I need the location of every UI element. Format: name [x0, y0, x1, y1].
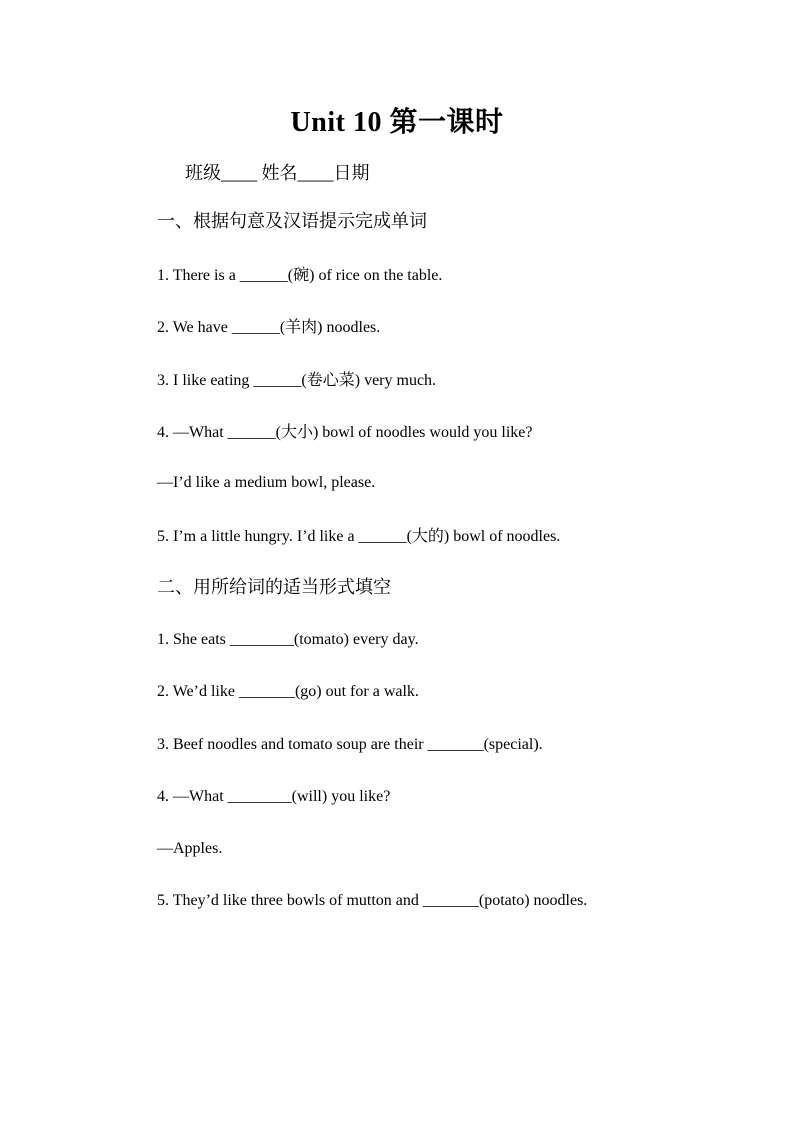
student-info-line: 班级____ 姓名____日期: [185, 163, 370, 183]
section-2-heading: 二、用所给词的适当形式填空: [157, 577, 391, 598]
section-1-item: 2. We have ______(羊肉) noodles.: [157, 319, 381, 336]
section-2-item: 4. —What ________(will) you like?: [157, 788, 391, 805]
section-1-item: 3. I like eating ______(卷心菜) very much.: [157, 372, 437, 389]
section-1-item: 5. I’m a little hungry. I’d like a ______(大的) bowl of noodles.: [157, 528, 561, 545]
section-2-item: 2. We’d like _______(go) out for a walk.: [157, 683, 419, 700]
section-1-item: 1. There is a ______(碗) of rice on the table.: [157, 267, 443, 284]
section-2-item-answer: —Apples.: [157, 840, 223, 857]
section-1-heading: 一、根据句意及汉语提示完成单词: [157, 211, 427, 232]
section-1-item-answer: —I’d like a medium bowl, please.: [157, 474, 376, 491]
page-title: Unit 10 第一课时: [290, 107, 504, 138]
section-2-item: 1. She eats ________(tomato) every day.: [157, 631, 419, 648]
section-1-item: 4. —What ______(大小) bowl of noodles would you like?: [157, 424, 533, 441]
section-2-item: 5. They’d like three bowls of mutton and _______(potato) noodles.: [157, 892, 588, 909]
section-2-item: 3. Beef noodles and tomato soup are their _______(special).: [157, 736, 543, 753]
